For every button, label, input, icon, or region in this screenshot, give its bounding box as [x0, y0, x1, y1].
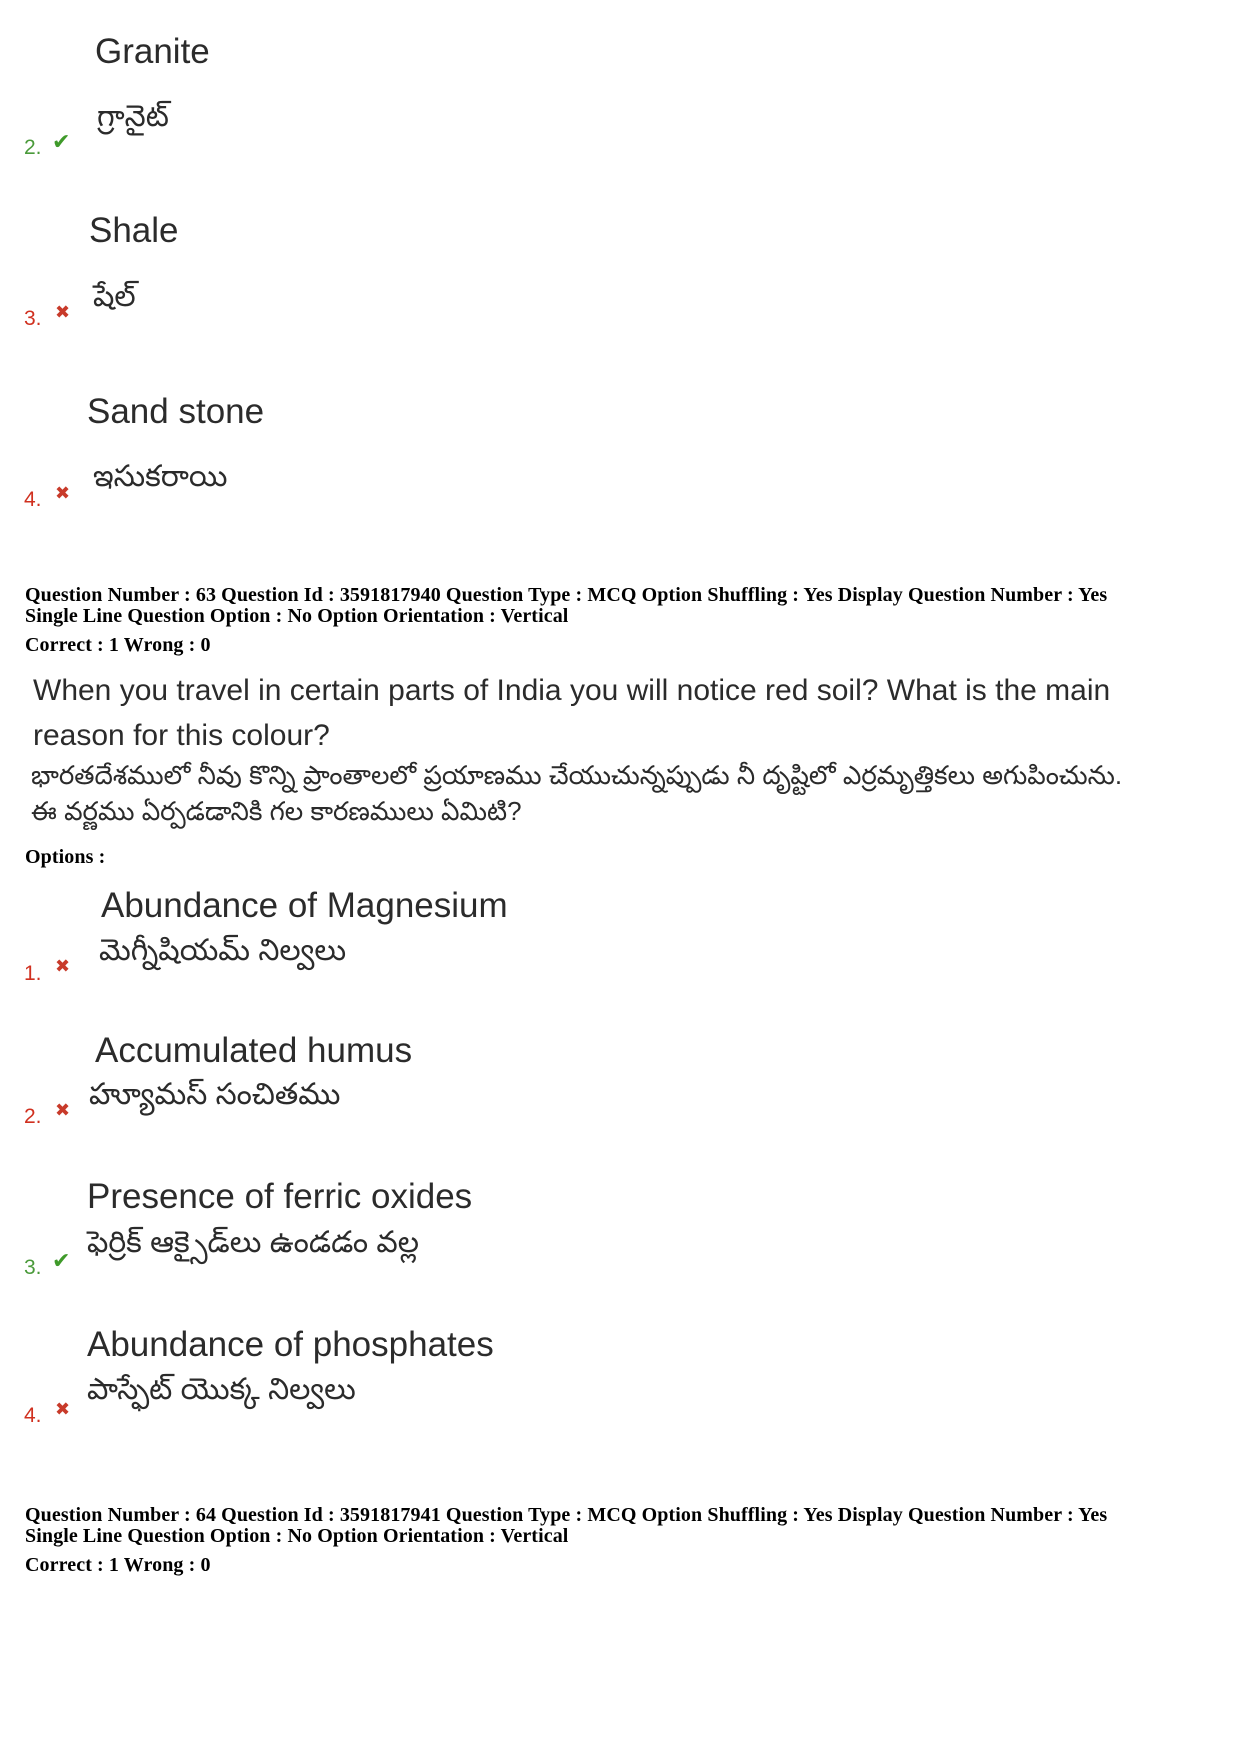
check-icon: ✔ [52, 130, 71, 155]
option-2-english: Granite [95, 32, 210, 71]
option-2-number: 2. [24, 136, 42, 159]
q63-option-3-number: 3. [24, 1256, 42, 1279]
option-4-number: 4. [24, 488, 42, 511]
cross-icon: ✖ [55, 302, 71, 323]
question-63-meta-line2: Single Line Question Option : No Option Orientation : Vertical [25, 605, 569, 627]
q63-option-2-telugu: హ్యూమస్ సంచితము [89, 1078, 341, 1111]
question-63-meta-line1: Question Number : 63 Question Id : 3591817940 Question Type : MCQ Option Shuffling : Yes Display Question Number : Yes [25, 584, 1108, 606]
cross-icon: ✖ [55, 1399, 71, 1420]
check-icon: ✔ [52, 1249, 71, 1274]
q63-option-4-english: Abundance of phosphates [87, 1325, 494, 1364]
option-3-telugu: షేల్ [93, 280, 136, 313]
q63-option-1-english: Abundance of Magnesium [101, 886, 508, 925]
question-63-text-english-2: reason for this colour? [33, 719, 330, 752]
question-63-text-english-1: When you travel in certain parts of India you will notice red soil? What is the main [33, 674, 1111, 707]
question-63-score: Correct : 1 Wrong : 0 [25, 634, 211, 656]
q63-option-4-number: 4. [24, 1404, 42, 1427]
q63-option-2-number: 2. [24, 1105, 42, 1128]
question-64-meta-line1: Question Number : 64 Question Id : 3591817941 Question Type : MCQ Option Shuffling : Yes Display Question Number : Yes [25, 1504, 1108, 1526]
question-63-text-telugu-1: భారతదేశములో నీవు కొన్ని ప్రాంతాలలో ప్రయాణము చేయుచున్నప్పుడు నీ దృష్టిలో ఎర్రమృత్తికలు అగుపించును. [31, 760, 1123, 790]
option-4-english: Sand stone [87, 392, 265, 431]
question-63-text-telugu-2: ఈ వర్ణము ఏర్పడడానికి గల కారణములు ఏమిటి? [31, 796, 522, 826]
q63-option-1-telugu: మెగ్నీషియమ్ నిల్వలు [99, 934, 347, 967]
cross-icon: ✖ [55, 956, 71, 977]
question-64-meta-line2: Single Line Question Option : No Option Orientation : Vertical [25, 1525, 569, 1547]
option-4-telugu: ఇసుకరాయి [93, 460, 228, 493]
q63-option-2-english: Accumulated humus [95, 1031, 413, 1070]
option-3-english: Shale [89, 211, 179, 250]
option-3-number: 3. [24, 307, 42, 330]
options-label: Options : [25, 846, 106, 868]
q63-option-4-telugu: పాస్ఫేట్ యొక్క నిల్వలు [87, 1373, 356, 1406]
q63-option-3-english: Presence of ferric oxides [87, 1177, 473, 1216]
option-2-telugu: గ్రానైట్ [97, 100, 169, 133]
cross-icon: ✖ [55, 483, 71, 504]
q63-option-1-number: 1. [24, 962, 42, 985]
question-64-score: Correct : 1 Wrong : 0 [25, 1554, 211, 1576]
q63-option-3-telugu: ఫెర్రిక్ ఆక్సైడ్‌లు ఉండడం వల్ల [87, 1226, 419, 1259]
cross-icon: ✖ [55, 1100, 71, 1121]
